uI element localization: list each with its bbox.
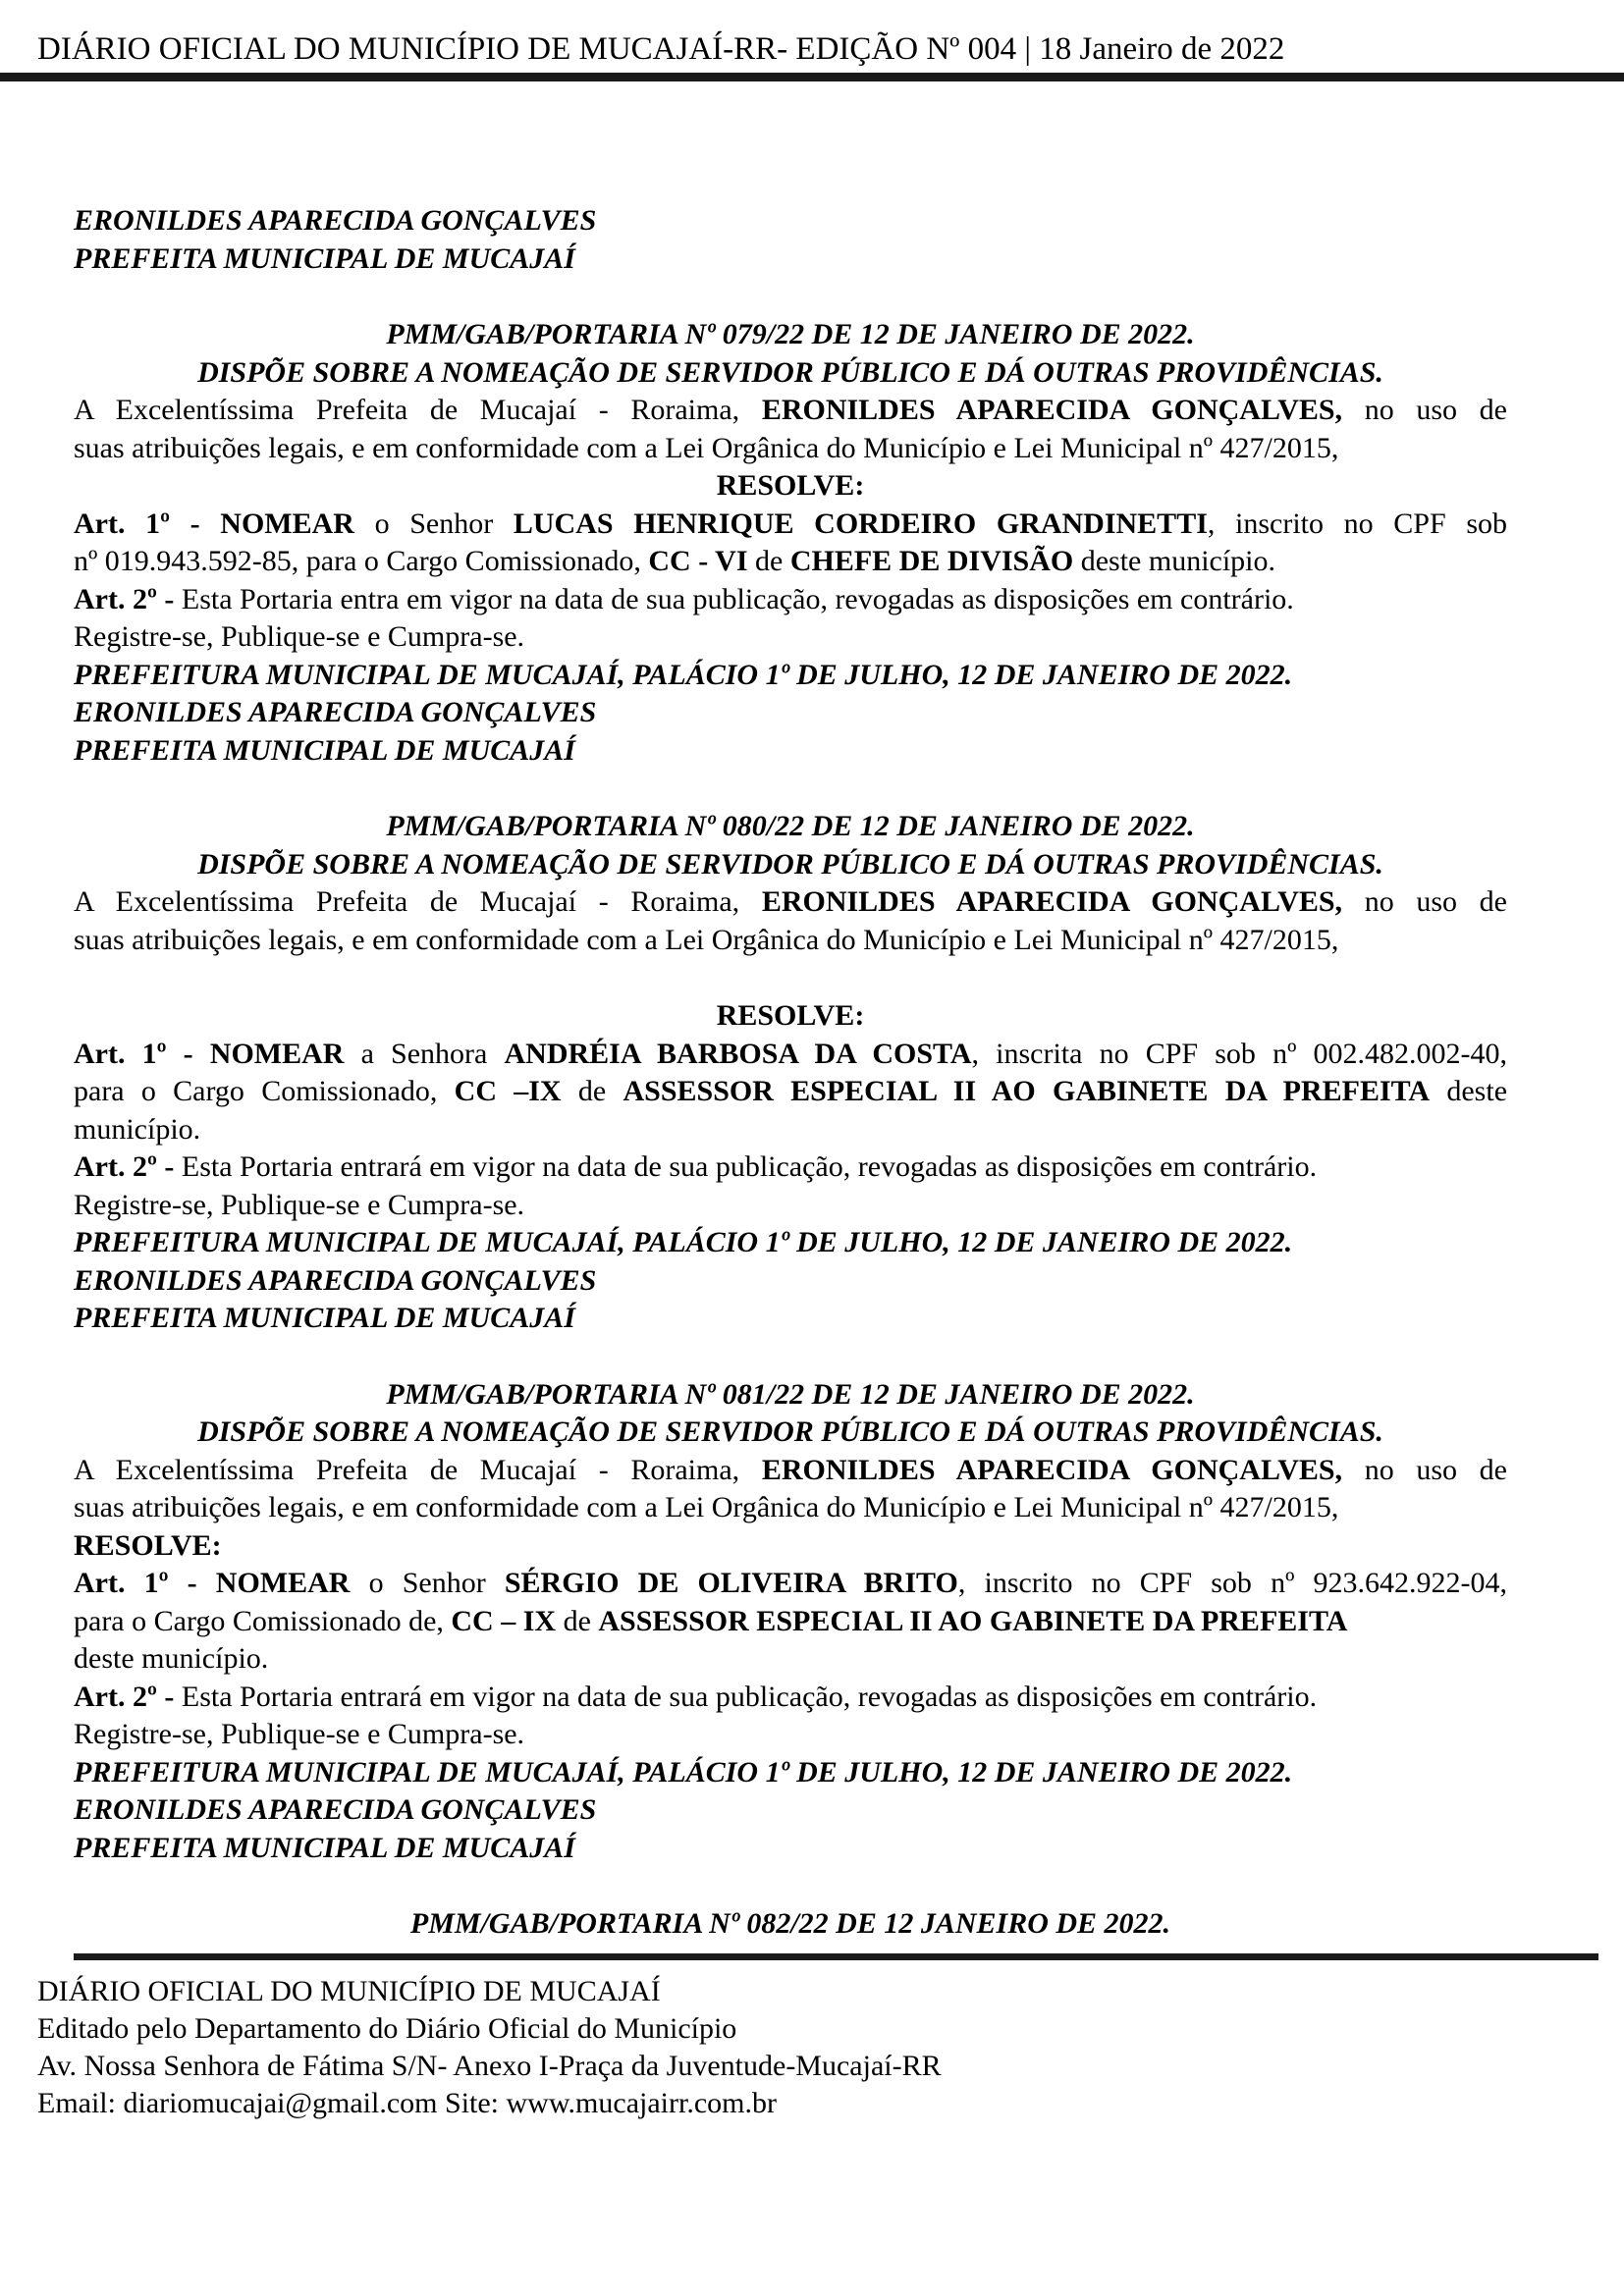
- portaria-080: [74, 808, 1507, 1338]
- preamble-line: suas atribuições legais, e em conformidade com a Lei Orgânica do Município e Lei Municipal nº 427/2015,: [74, 923, 1339, 956]
- spacer: [74, 959, 1507, 997]
- article-2: Art. 2º - Esta Portaria entrará em vigor na data de sua publicação, revogadas as disposições em contrário.: [74, 1680, 1318, 1713]
- signature-name: ERONILDES APARECIDA GONÇALVES: [74, 1793, 597, 1826]
- portaria-title: PMM/GAB/PORTARIA Nº 080/22 DE 12 DE JANEIRO DE 2022.: [386, 810, 1195, 842]
- portaria-079: [74, 316, 1507, 770]
- footer-contact: Email: diariomucajai@gmail.com Site: www.mucajairr.com.br: [37, 2087, 777, 2119]
- spacer: [74, 1338, 1507, 1376]
- article-1: Art. 1º - NOMEAR a Senhora ANDRÉIA BARBOSA DA COSTA, inscrita no CPF sob nº 002.482.002-40,: [74, 1037, 1508, 1070]
- place-date: PREFEITURA MUNICIPAL DE MUCAJAÍ, PALÁCIO 1º DE JULHO, 12 DE JANEIRO DE 2022.: [74, 658, 1293, 691]
- article-1-cont: município.: [74, 1112, 201, 1146]
- article-2: Art. 2º - Esta Portaria entra em vigor na data de sua publicação, revogadas as disposições em contrário.: [74, 582, 1294, 615]
- article-1-cont: deste município.: [74, 1642, 269, 1675]
- resolve-heading: RESOLVE:: [716, 999, 865, 1032]
- article-1: Art. 1º - NOMEAR o Senhor LUCAS HENRIQUE CORDEIRO GRANDINETTI, inscrito no CPF sob: [74, 507, 1507, 540]
- footer-address: Av. Nossa Senhora de Fátima S/N- Anexo I-Praça da Juventude-Mucajaí-RR: [37, 2050, 942, 2082]
- portaria-subject: DISPÕE SOBRE A NOMEAÇÃO DE SERVIDOR PÚBLICO E DÁ OUTRAS PROVIDÊNCIAS.: [197, 1415, 1383, 1448]
- portaria-title: PMM/GAB/PORTARIA Nº 082/22 DE 12 JANEIRO DE 2022.: [409, 1907, 1171, 1940]
- preamble-line: A Excelentíssima Prefeita de Mucajaí - Roraima, ERONILDES APARECIDA GONÇALVES, no uso de: [74, 394, 1507, 426]
- preamble-line: suas atribuições legais, e em conformidade com a Lei Orgânica do Município e Lei Municipal nº 427/2015,: [74, 1491, 1339, 1523]
- resolve-heading: RESOLVE:: [74, 1528, 222, 1562]
- portaria-title: PMM/GAB/PORTARIA Nº 081/22 DE 12 DE JANEIRO DE 2022.: [386, 1377, 1195, 1411]
- place-date: PREFEITURA MUNICIPAL DE MUCAJAÍ, PALÁCIO 1º DE JULHO, 12 DE JANEIRO DE 2022.: [74, 1755, 1293, 1789]
- closing-formula: Registre-se, Publique-se e Cumpra-se.: [74, 620, 525, 653]
- preamble-line: A Excelentíssima Prefeita de Mucajaí - Roraima, ERONILDES APARECIDA GONÇALVES, no uso de: [74, 885, 1507, 918]
- article-2: Art. 2º - Esta Portaria entrará em vigor na data de sua publicação, revogadas as disposições em contrário.: [74, 1150, 1318, 1183]
- portaria-subject: DISPÕE SOBRE A NOMEAÇÃO DE SERVIDOR PÚBLICO E DÁ OUTRAS PROVIDÊNCIAS.: [197, 355, 1383, 389]
- article-1-cont: para o Cargo Comissionado de, CC – IX de ASSESSOR ESPECIAL II AO GABINETE DA PREFEITA: [74, 1604, 1348, 1637]
- signature-role: PREFEITA MUNICIPAL DE MUCAJAÍ: [74, 241, 575, 275]
- portaria-082: [74, 1905, 1507, 1944]
- footer-publication: DIÁRIO OFICIAL DO MUNICÍPIO DE MUCAJAÍ: [37, 1975, 661, 2007]
- signature-role: PREFEITA MUNICIPAL DE MUCAJAÍ: [74, 1302, 575, 1334]
- article-1-cont: para o Cargo Comissionado, CC –IX de ASSESSOR ESPECIAL II AO GABINETE DA PREFEITA deste: [74, 1075, 1508, 1107]
- closing-formula: Registre-se, Publique-se e Cumpra-se.: [74, 1188, 525, 1221]
- resolve-heading: RESOLVE:: [716, 469, 865, 502]
- preamble-line: A Excelentíssima Prefeita de Mucajaí - Roraima, ERONILDES APARECIDA GONÇALVES, no uso de: [74, 1453, 1507, 1486]
- signature-name: ERONILDES APARECIDA GONÇALVES: [74, 696, 597, 728]
- signature-name: ERONILDES APARECIDA GONÇALVES: [74, 204, 597, 237]
- place-date: PREFEITURA MUNICIPAL DE MUCAJAÍ, PALÁCIO 1º DE JULHO, 12 DE JANEIRO DE 2022.: [74, 1226, 1293, 1258]
- page-footer: [37, 1973, 942, 2122]
- closing-formula: Registre-se, Publique-se e Cumpra-se.: [74, 1718, 525, 1750]
- spacer: [74, 278, 1507, 316]
- signature-name: ERONILDES APARECIDA GONÇALVES: [74, 1263, 597, 1297]
- spacer: [74, 1867, 1507, 1905]
- page-header-title: DIÁRIO OFICIAL DO MUNICÍPIO DE MUCAJAÍ-RR- EDIÇÃO Nº 004 | 18 Janeiro de 2022: [37, 31, 1285, 67]
- signature-role: PREFEITA MUNICIPAL DE MUCAJAÍ: [74, 733, 575, 767]
- document-body: [74, 202, 1507, 1944]
- footer-rule: [74, 1953, 1598, 1960]
- article-1: Art. 1º - NOMEAR o Senhor SÉRGIO DE OLIVEIRA BRITO, inscrito no CPF sob nº 923.642.922-04,: [74, 1567, 1507, 1599]
- signature-role: PREFEITA MUNICIPAL DE MUCAJAÍ: [74, 1831, 575, 1864]
- portaria-081: [74, 1376, 1507, 1868]
- portaria-subject: DISPÕE SOBRE A NOMEAÇÃO DE SERVIDOR PÚBLICO E DÁ OUTRAS PROVIDÊNCIAS.: [197, 847, 1383, 881]
- article-1-cont: nº 019.943.592-85, para o Cargo Comissionado, CC - VI de CHEFE DE DIVISÃO deste município.: [74, 545, 1276, 577]
- header-rule: [0, 73, 1624, 81]
- preamble-line: suas atribuições legais, e em conformidade com a Lei Orgânica do Município e Lei Municipal nº 427/2015,: [74, 431, 1339, 464]
- spacer: [74, 770, 1507, 808]
- footer-editor: Editado pelo Departamento do Diário Oficial do Município: [37, 2012, 737, 2045]
- portaria-title: PMM/GAB/PORTARIA Nº 079/22 DE 12 DE JANEIRO DE 2022.: [386, 318, 1195, 350]
